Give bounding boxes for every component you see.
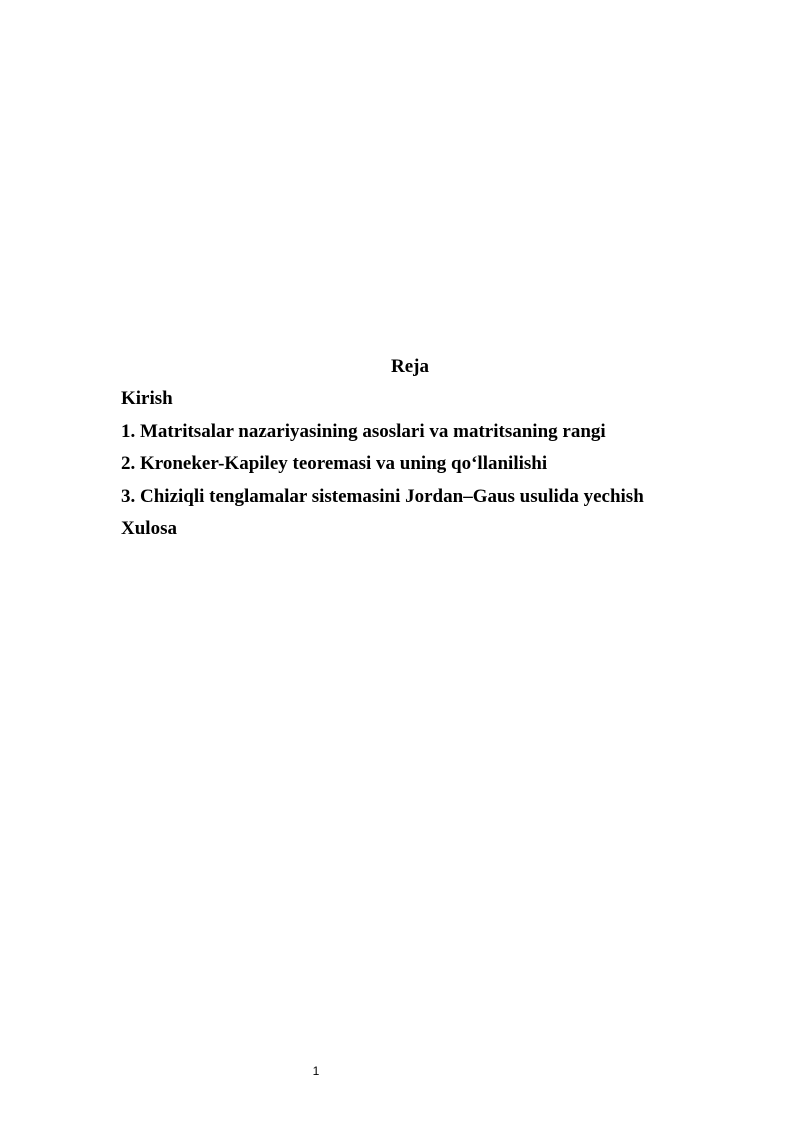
plan-item-conclusion: Xulosa <box>121 518 177 539</box>
plan-item-2: 2. Kroneker-Kapiley teoremasi va uning qo‘llanilishi <box>121 453 548 474</box>
page-number: 1 <box>312 1064 320 1078</box>
plan-item-introduction: Kirish <box>121 388 173 409</box>
plan-item-3: 3. Chiziqli tenglamalar sistemasini Jordan–Gaus usulida yechish <box>121 485 644 507</box>
plan-list <box>121 387 771 550</box>
plan-item-1: 1. Matritsalar nazariyasining asoslari va matritsaning rangi <box>121 420 606 442</box>
plan-title: Reja <box>391 356 429 377</box>
